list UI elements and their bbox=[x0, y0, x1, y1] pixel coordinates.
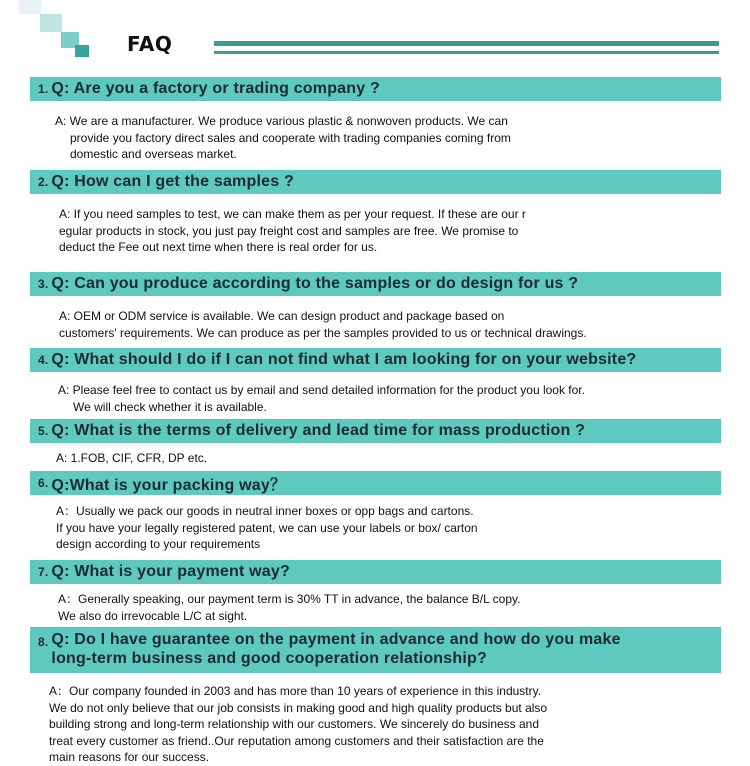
faq-question-text: Q: Are you a factory or trading company ? bbox=[51, 80, 380, 97]
faq-answer-1 bbox=[55, 113, 511, 163]
faq-question-text: Q:What is your packing way？ bbox=[51, 476, 287, 494]
decor-square-2 bbox=[40, 14, 62, 32]
answer-line: A: 1.FOB, CIF, CFR, DP etc. bbox=[56, 451, 208, 465]
faq-question-7 bbox=[30, 560, 721, 584]
faq-question-text: Q: What should I do if I can not find what I am looking for on your website? bbox=[51, 351, 637, 368]
faq-question-8 bbox=[30, 627, 721, 673]
faq-answer-7 bbox=[58, 591, 520, 624]
question-line: Q: Do I have guarantee on the payment in advance and how do you make bbox=[51, 631, 621, 648]
faq-question-1 bbox=[30, 77, 721, 101]
faq-question-text: Q: Can you produce according to the samples or do design for us ? bbox=[51, 275, 579, 292]
decor-square-1 bbox=[19, 0, 41, 14]
faq-number: 8. bbox=[38, 635, 49, 649]
faq-question-text: Q: What is the terms of delivery and lead time for mass production ? bbox=[51, 422, 586, 439]
faq-question-3 bbox=[30, 272, 721, 296]
faq-question-6 bbox=[30, 471, 721, 495]
faq-answer-8 bbox=[49, 683, 547, 766]
answer-line: We will check whether it is available. bbox=[73, 399, 267, 414]
answer-line: A：Our company founded in 2003 and has more than 10 years of experience in this industry. bbox=[49, 684, 542, 698]
answer-line: A: We are a manufacturer. We produce various plastic & nonwoven products. We can bbox=[55, 114, 508, 128]
answer-line: deduct the Fee out next time when there is real order for us. bbox=[59, 240, 378, 254]
answer-line: egular products in stock, you just pay freight cost and samples are free. We promise to bbox=[59, 223, 519, 238]
faq-answer-6 bbox=[56, 503, 478, 553]
faq-question-text: Q: How can I get the samples ? bbox=[51, 173, 294, 190]
faq-answer-4 bbox=[58, 382, 585, 415]
answer-line: building strong and long-term relationship with our customers. We sincerely do business and bbox=[49, 717, 540, 731]
answer-line: A：Generally speaking, our payment term is 30% TT in advance, the balance B/L copy. bbox=[58, 592, 521, 606]
answer-line: A: If you need samples to test, we can make them as per your request. If these are our r bbox=[59, 207, 526, 221]
page-title: FAQ bbox=[127, 32, 173, 56]
faq-number: 5. bbox=[38, 424, 49, 438]
answer-line: A: OEM or ODM service is available. We can design product and package based on bbox=[59, 309, 505, 323]
answer-line: domestic and overseas market. bbox=[70, 147, 237, 161]
answer-line: customers' requirements. We can produce as per the samples provided to us or technical drawings. bbox=[59, 325, 587, 340]
title-rule-thick bbox=[214, 41, 719, 46]
answer-line: If you have your legally registered patent, we can use your labels or box/ carton bbox=[56, 520, 478, 535]
faq-question-5 bbox=[30, 419, 721, 443]
faq-number: 6. bbox=[38, 476, 49, 490]
faq-question-2 bbox=[30, 170, 721, 194]
title-rule-thin bbox=[214, 51, 719, 54]
answer-line: main reasons for our success. bbox=[49, 750, 210, 764]
faq-number: 1. bbox=[38, 82, 49, 96]
faq-number: 4. bbox=[38, 353, 49, 367]
faq-question-text: Q: What is your payment way? bbox=[51, 563, 290, 580]
question-line: long-term business and good cooperation relationship? bbox=[51, 650, 487, 667]
faq-answer-5 bbox=[56, 450, 207, 467]
answer-line: design according to your requirements bbox=[56, 537, 261, 551]
answer-line: A: Please feel free to contact us by email and send detailed information for the product you look for. bbox=[58, 383, 585, 397]
faq-number: 7. bbox=[38, 565, 49, 579]
decor-square-4 bbox=[75, 45, 89, 57]
faq-number: 3. bbox=[38, 277, 49, 291]
answer-line: We also do irrevocable L/C at sight. bbox=[58, 608, 248, 623]
faq-question-4 bbox=[30, 348, 721, 372]
faq-answer-3 bbox=[59, 308, 587, 341]
faq-number: 2. bbox=[38, 175, 49, 189]
faq-question-text bbox=[51, 630, 620, 668]
faq-answer-2 bbox=[59, 206, 526, 256]
answer-line: We do not only believe that our job consists in making good and high quality products but also bbox=[49, 700, 548, 715]
answer-line: A：Usually we pack our goods in neutral inner boxes or opp bags and cartons. bbox=[56, 504, 474, 518]
answer-line: treat every customer as friend..Our reputation among customers and their satisfaction are the bbox=[49, 733, 544, 748]
answer-line: provide you factory direct sales and cooperate with trading companies coming from bbox=[70, 130, 511, 145]
